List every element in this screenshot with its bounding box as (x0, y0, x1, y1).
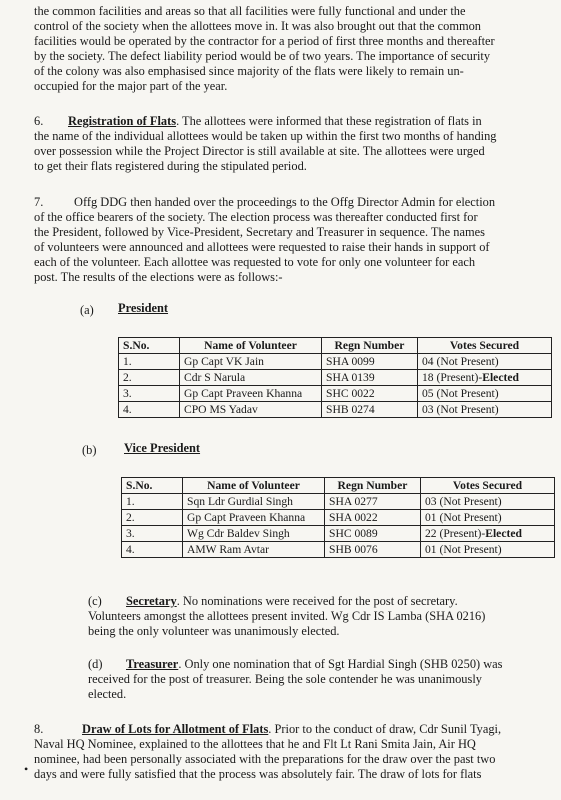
cell-votes (418, 370, 552, 386)
paragraph-6-heading: Registration of Flats (68, 114, 177, 128)
president-results-table (118, 337, 552, 418)
cell-votes (418, 386, 552, 402)
table-row (119, 402, 552, 418)
secretary-paragraph (88, 594, 540, 639)
cell-votes (421, 494, 555, 510)
president-heading: President (118, 301, 169, 315)
secretary-heading: Secretary (126, 594, 177, 608)
paragraph-7 (34, 195, 540, 285)
paragraph-8-line-1: . Prior to the conduct of draw, Cdr Sunil Tyagi, (268, 722, 502, 736)
elected-mark: Elected (485, 526, 522, 540)
table-header-row (122, 478, 555, 494)
table-row (122, 526, 555, 542)
paragraph-6-line-3: over possession while the Project Director is still available at site. The allottees were urged (34, 144, 485, 158)
table-row (122, 510, 555, 526)
table-row (122, 494, 555, 510)
paragraph-8-number: 8. (34, 722, 44, 736)
col-header-name: Name of Volunteer (183, 478, 325, 494)
col-header-sno: S.No. (122, 478, 183, 494)
paragraph-7-line-2: of the office bearers of the society. The election process was thereafter conducted first for (34, 210, 478, 224)
treasurer-line-1: . Only one nomination that of Sgt Hardial Singh (SHB 0250) was (178, 657, 503, 671)
cell-sno: 2. (122, 510, 183, 526)
cell-name: CPO MS Yadav (180, 402, 322, 418)
cell-sno: 1. (119, 354, 180, 370)
cell-name: AMW Ram Avtar (183, 542, 325, 558)
vice-president-label: (b) (82, 443, 97, 457)
cell-votes (418, 354, 552, 370)
paragraph-6-number: 6. (34, 114, 44, 128)
col-header-votes: Votes Secured (418, 338, 552, 354)
cell-regn: SHA 0022 (325, 510, 421, 526)
cell-name: Cdr S Narula (180, 370, 322, 386)
table-row (119, 354, 552, 370)
cell-name: Gp Capt Praveen Khanna (180, 386, 322, 402)
vice-president-heading: Vice President (124, 441, 201, 455)
cell-sno: 4. (119, 402, 180, 418)
votes-text: 01 (Not Present) (425, 510, 502, 524)
cell-regn: SHA 0099 (322, 354, 418, 370)
paragraph-8-line-2: Naval HQ Nominee, explained to the allottees that he and Flt Lt Rani Smita Jain, Air HQ (34, 737, 476, 751)
cell-sno: 3. (119, 386, 180, 402)
cell-name: Gp Capt Praveen Khanna (183, 510, 325, 526)
votes-text: 03 (Not Present) (422, 402, 499, 416)
cell-regn: SHA 0277 (325, 494, 421, 510)
treasurer-label: (d) (88, 657, 103, 671)
paragraph-7-line-6: post. The results of the elections were as follows:- (34, 270, 283, 284)
secretary-line-2: Volunteers amongst the allottees present invited. Wg Cdr IS Lamba (SHA 0216) (88, 609, 486, 623)
cell-regn: SHB 0274 (322, 402, 418, 418)
intro-paragraph (34, 4, 540, 94)
paragraph-7-line-3: the President, followed by Vice-President, Secretary and Treasurer in sequence. The names (34, 225, 485, 239)
intro-line-3: facilities would be operated by the contractor for a period of first three months and thereafter (34, 34, 495, 48)
treasurer-line-3: elected. (88, 687, 127, 701)
secretary-line-1: . No nominations were received for the post of secretary. (176, 594, 458, 608)
cell-sno: 4. (122, 542, 183, 558)
cell-regn: SHC 0089 (325, 526, 421, 542)
intro-line-1: the common facilities and areas so that all facilities were fully functional and under the (34, 4, 466, 18)
cell-sno: 2. (119, 370, 180, 386)
elected-mark: Elected (482, 370, 519, 384)
col-header-votes: Votes Secured (421, 478, 555, 494)
cell-sno: 1. (122, 494, 183, 510)
president-label: (a) (80, 303, 94, 317)
table-header-row (119, 338, 552, 354)
vice-president-results-table (121, 477, 555, 558)
paragraph-6-line-4: to get their flats registered during the stipulated period. (34, 159, 307, 173)
paragraph-7-line-5: each of the volunteer. Each allottee was requested to vote for only one volunteer for each (34, 255, 476, 269)
stray-mark: • (24, 762, 29, 776)
votes-text: 04 (Not Present) (422, 354, 499, 368)
col-header-regn: Regn Number (322, 338, 418, 354)
cell-votes (418, 402, 552, 418)
paragraph-7-line-4: of volunteers were announced and allottees were requested to raise their hands in support of (34, 240, 490, 254)
paragraph-8-line-3: nominee, had been personally associated with the preparations for the draw over the past two (34, 752, 496, 766)
paragraph-8-line-4: days and were fully satisfied that the process was absolutely fair. The draw of lots for flats (34, 767, 482, 781)
votes-text: 01 (Not Present) (425, 542, 502, 556)
cell-votes (421, 542, 555, 558)
table-row (122, 542, 555, 558)
cell-votes (421, 510, 555, 526)
votes-text: 18 (Present)- (422, 370, 483, 384)
cell-regn: SHA 0139 (322, 370, 418, 386)
table-row (119, 386, 552, 402)
intro-line-2: control of the society when the allottees move in. It was also brought out that the common (34, 19, 481, 33)
secretary-line-3: being the only volunteer was unanimously elected. (88, 624, 340, 638)
cell-votes (421, 526, 555, 542)
treasurer-paragraph (88, 657, 540, 702)
votes-text: 05 (Not Present) (422, 386, 499, 400)
paragraph-7-number: 7. (34, 195, 44, 209)
secretary-label: (c) (88, 594, 102, 608)
intro-line-4: by the society. The defect liability period would be of two years. The importance of security (34, 49, 491, 63)
treasurer-line-2: received for the post of treasurer. Being the sole contender he was unanimously (88, 672, 482, 686)
cell-sno: 3. (122, 526, 183, 542)
treasurer-heading: Treasurer (126, 657, 179, 671)
cell-name: Sqn Ldr Gurdial Singh (183, 494, 325, 510)
cell-name: Gp Capt VK Jain (180, 354, 322, 370)
cell-regn: SHC 0022 (322, 386, 418, 402)
col-header-regn: Regn Number (325, 478, 421, 494)
votes-text: 22 (Present)- (425, 526, 486, 540)
paragraph-6-line-1: . The allottees were informed that these registration of flats in (176, 114, 482, 128)
table-row (119, 370, 552, 386)
votes-text: 03 (Not Present) (425, 494, 502, 508)
intro-line-6: occupied for the major part of the year. (34, 79, 228, 93)
paragraph-7-line-1: Offg DDG then handed over the proceedings to the Offg Director Admin for election (74, 195, 496, 209)
paragraph-6-line-2: the name of the individual allottees would be taken up within the first two months of handing (34, 129, 497, 143)
paragraph-8 (34, 722, 540, 782)
col-header-sno: S.No. (119, 338, 180, 354)
col-header-name: Name of Volunteer (180, 338, 322, 354)
paragraph-8-heading: Draw of Lots for Allotment of Flats (82, 722, 269, 736)
cell-name: Wg Cdr Baldev Singh (183, 526, 325, 542)
intro-line-5: of the colony was also emphasised since majority of the flats were likely to remain un- (34, 64, 464, 78)
paragraph-6 (34, 114, 540, 174)
cell-regn: SHB 0076 (325, 542, 421, 558)
